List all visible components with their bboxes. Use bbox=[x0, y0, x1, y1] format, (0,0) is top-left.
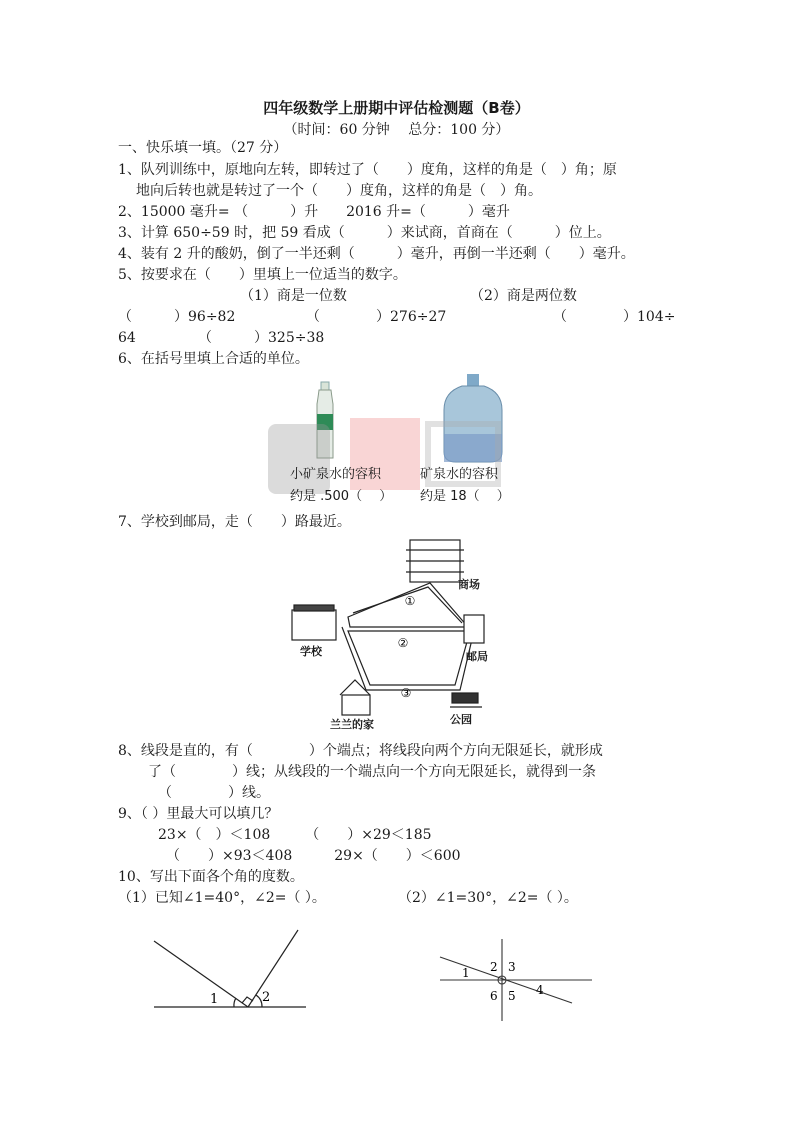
question-8-line2: 了（ ）线；从线段的一个端点向一个方向无限延长，就得到一条 bbox=[148, 764, 596, 780]
question-5-row1-b: （ ）276÷27 bbox=[306, 309, 447, 325]
question-5-row1-c: （ ）104÷ bbox=[553, 309, 676, 325]
svg-text:2: 2 bbox=[490, 960, 498, 974]
large-jug-caption-line2: 约是 18（ ） bbox=[420, 489, 510, 504]
svg-text:②: ② bbox=[397, 636, 409, 650]
map-label-park: 公园 bbox=[450, 713, 472, 726]
question-8-line3: （ ）线。 bbox=[158, 785, 270, 801]
route-map-diagram bbox=[270, 535, 520, 735]
map-label-school: 学校 bbox=[300, 645, 322, 658]
map-label-mall: 商场 bbox=[458, 578, 480, 591]
question-6: 6、在括号里填上合适的单位。 bbox=[118, 351, 309, 367]
svg-text:1: 1 bbox=[462, 966, 470, 980]
small-bottle-caption-line2: 约是 .500（ ） bbox=[290, 489, 393, 504]
question-9-row2: （ ）×93＜408 29×（ ）＜600 bbox=[166, 848, 461, 864]
svg-text:5: 5 bbox=[508, 989, 516, 1003]
question-9: 9、（ ）里最大可以填几？ bbox=[118, 806, 279, 822]
page-subtitle: （时间：60 分钟 总分：100 分） bbox=[283, 122, 510, 138]
svg-text:4: 4 bbox=[536, 983, 544, 997]
question-4: 4、装有 2 升的酸奶，倒了一半还剩（ ）毫升，再倒一半还剩（ ）毫升。 bbox=[118, 246, 635, 262]
question-3: 3、计算 650÷59 时，把 59 看成（ ）来试商，首商在（ ）位上。 bbox=[118, 225, 611, 241]
question-5-row2-b: （ ）325÷38 bbox=[198, 330, 325, 346]
svg-text:③: ③ bbox=[400, 686, 412, 700]
question-7: 7、学校到邮局，走（ ）路最近。 bbox=[118, 514, 351, 530]
angle-figure-1 bbox=[150, 925, 310, 1015]
angle-figure-2 bbox=[436, 937, 606, 1027]
page-title: 四年级数学上册期中评估检测题（B卷） bbox=[263, 99, 530, 117]
question-1-line2: 地向后转也就是转过了一个（ ）度角，这样的角是（ ）角。 bbox=[136, 183, 542, 199]
question-5-sub2: （2）商是两位数 bbox=[470, 288, 577, 304]
svg-text:6: 6 bbox=[490, 989, 498, 1003]
svg-text:①: ① bbox=[404, 594, 416, 608]
question-5: 5、按要求在（ ）里填上一位适当的数字。 bbox=[118, 267, 407, 283]
question-5-row1-a: （ ）96÷82 bbox=[118, 309, 236, 325]
svg-text:3: 3 bbox=[508, 960, 516, 974]
question-5-row2-a: 64 bbox=[118, 330, 136, 346]
question-1-line1: 1、队列训练中，原地向左转，即转过了（ ）度角，这样的角是（ ）角；原 bbox=[118, 162, 617, 178]
section-heading: 一、快乐填一填。（27 分） bbox=[118, 140, 288, 156]
question-9-row1: 23×（ ）＜108 （ ）×29＜185 bbox=[158, 827, 432, 843]
question-10-sub2: （2）∠1=30°，∠2=（ ）。 bbox=[398, 890, 578, 906]
question-10-sub1: （1）已知∠1=40°，∠2=（ ）。 bbox=[118, 890, 326, 906]
map-label-post-office: 邮局 bbox=[466, 650, 488, 663]
small-bottle-caption-line1: 小矿泉水的容积 bbox=[290, 467, 382, 482]
svg-text:2: 2 bbox=[262, 990, 271, 1005]
map-label-home: 兰兰的家 bbox=[330, 718, 374, 731]
svg-text:1: 1 bbox=[210, 992, 219, 1007]
question-8-line1: 8、线段是直的，有（ ）个端点；将线段向两个方向无限延长，就形成 bbox=[118, 743, 603, 759]
large-jug-caption-line1: 矿泉水的容积 bbox=[420, 467, 499, 482]
question-5-sub1: （1）商是一位数 bbox=[240, 288, 347, 304]
question-10: 10、写出下面各个角的度数。 bbox=[118, 869, 304, 885]
question-2: 2、15000 毫升= （ ）升 2016 升=（ ）毫升 bbox=[118, 204, 510, 220]
